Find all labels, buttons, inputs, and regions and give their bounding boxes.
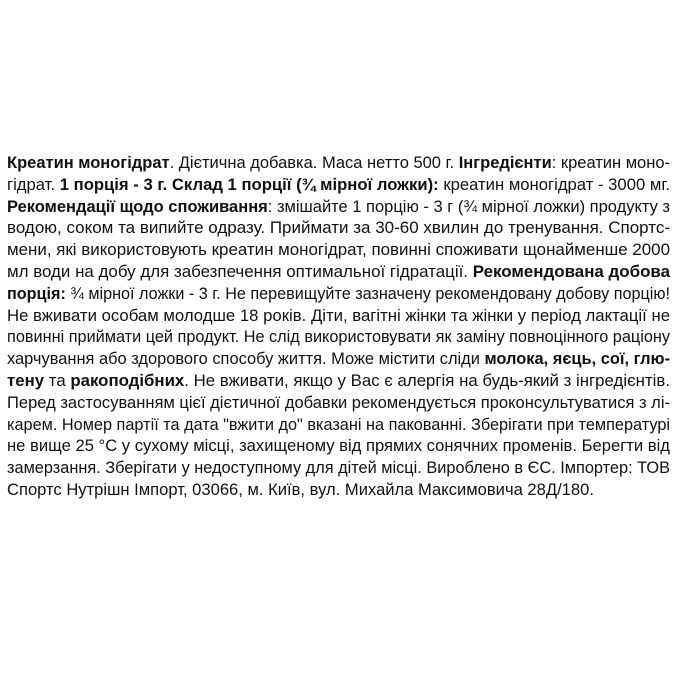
text: : змішайте 1 порцію - 3 г (¾ мірної ложки) продукту з bbox=[267, 196, 670, 216]
label-line bbox=[7, 457, 670, 479]
bold-text: Креатин моногідрат bbox=[7, 153, 170, 172]
label-line bbox=[7, 305, 670, 327]
label-line bbox=[7, 239, 670, 261]
bold-text: Рекомендована добова bbox=[472, 261, 670, 281]
label-line bbox=[7, 414, 670, 436]
label-line bbox=[7, 435, 670, 457]
label-line bbox=[7, 392, 670, 414]
text: замерзання. Зберігати у недоступному для дітей місці. Вироблено в ЄС. Імпортер: ТОВ bbox=[7, 458, 670, 478]
label-line bbox=[7, 348, 670, 370]
bold-text: 1 порція - 3 г. Склад 1 порції (¾ мірної ложки): bbox=[59, 174, 439, 194]
text: . Дієтична добавка. Маса нетто 500 г. bbox=[169, 153, 459, 172]
text: повинні приймати цей продукт. Не слід використовувати як заміну повноцінного раціону bbox=[7, 327, 670, 347]
text: харчування або здорового способу життя. Може містити сліди bbox=[7, 349, 485, 369]
text: не вище 25 °С у сухому місці, захищеному від прямих сонячних променів. Берегти від bbox=[7, 436, 670, 456]
label-line bbox=[7, 196, 670, 218]
text: креатин моногідрат - 3000 мг. bbox=[438, 174, 670, 194]
text: : креатин моно- bbox=[551, 153, 670, 172]
text: гідрат. bbox=[7, 174, 60, 194]
bold-text: порція: bbox=[7, 283, 66, 303]
bold-text: молока, яєць, сої, глю- bbox=[484, 349, 670, 369]
label-line bbox=[7, 174, 670, 196]
label-line bbox=[7, 152, 670, 174]
text: водою, соком та випийте одразу. Приймати за 30-60 хвилин до тренування. Спортс- bbox=[7, 218, 670, 238]
bold-text: ракоподібних bbox=[70, 370, 185, 390]
product-label-text bbox=[7, 152, 670, 501]
bold-text: тену bbox=[7, 370, 45, 390]
text: . Не вживати, якщо у Вас є алергія на будь-який з інгредієнтів. bbox=[184, 370, 670, 390]
bold-text: Інгредієнти bbox=[458, 153, 552, 172]
text: Перед застосуванням цієї дієтичної добавки рекомендується проконсультуватися з лі- bbox=[7, 392, 670, 412]
label-line bbox=[7, 370, 670, 392]
text: Не вживати особам молодше 18 років. Діти, вагітні жінки та жінки у період лактації не bbox=[7, 305, 670, 325]
text: мл води на добу для забезпечення оптимальної гідратації. bbox=[7, 261, 473, 281]
text: та bbox=[44, 370, 71, 390]
label-line bbox=[7, 479, 654, 501]
label-line bbox=[7, 217, 670, 239]
bold-text: Рекомендації щодо споживання bbox=[7, 196, 268, 216]
text: Спортс Нутрішн Імпорт, 03066, м. Київ, вул. Михайла Максимовича 28Д/180. bbox=[7, 479, 594, 499]
label-line bbox=[7, 283, 671, 305]
text: карем. Номер партії та дата "вжити до" вказані на пакованні. Зберігати при температурі bbox=[7, 414, 670, 434]
label-line bbox=[7, 326, 670, 348]
text: мени, які використовують креатин моногідрат, повинні споживати щонайменше 2000 bbox=[7, 240, 670, 260]
text: ¾ мірної ложки - 3 г. Не перевищуйте зазначену рекомендовану добову порцію! bbox=[65, 283, 671, 303]
label-line bbox=[7, 261, 670, 283]
